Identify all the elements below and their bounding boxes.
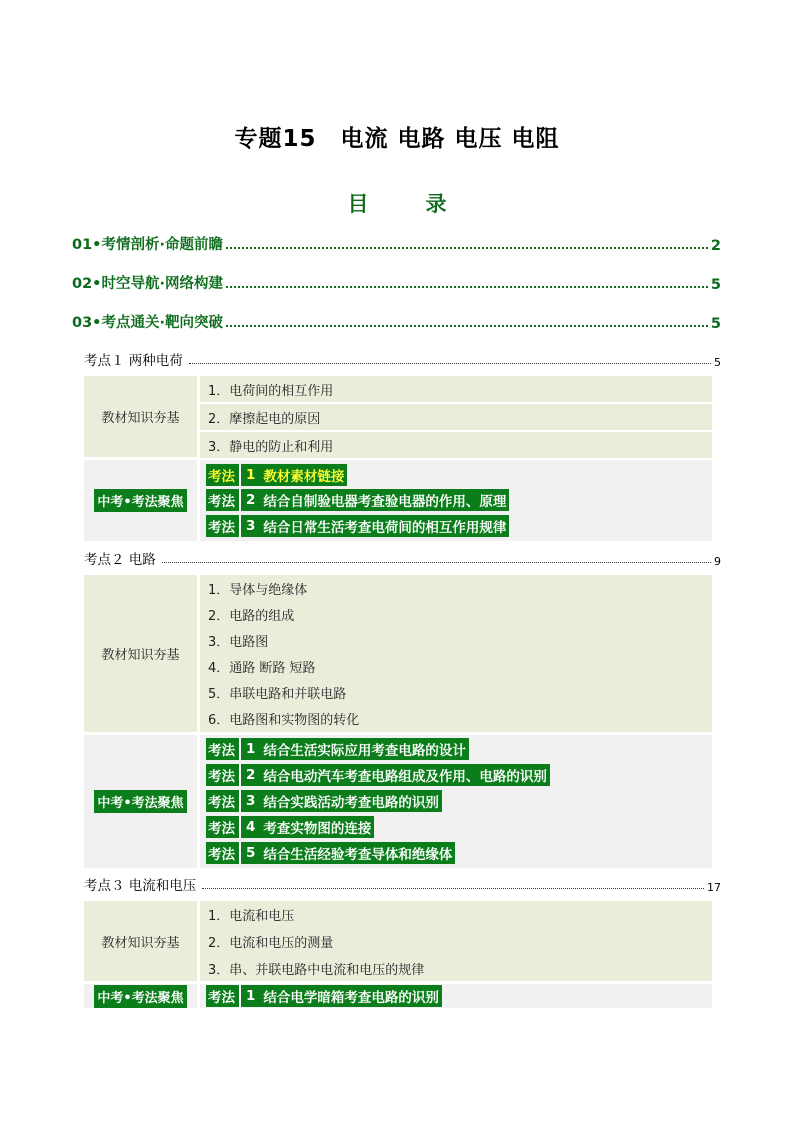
toc-section-page: 2 [710,238,721,254]
toc-section-label: 03•考点通关·靶向突破 [72,315,223,331]
method-text: 结合生活实际应用考查电路的设计 [263,743,466,759]
kaodian-2-table [84,575,712,868]
method-text: 结合实践活动考查电路的识别 [263,795,439,811]
method-tag: 考法 [206,489,241,511]
dot-leader [226,325,708,327]
toc-section-page: 5 [710,316,721,332]
method-item[interactable] [206,515,509,537]
textbook-item[interactable]: 1．电流和电压 [208,908,295,924]
method-item[interactable] [206,816,374,838]
method-number: 5 [246,845,256,861]
method-text: 结合电学暗箱考查电路的识别 [263,990,439,1006]
exam-label: 中考•考法聚焦 [94,790,186,813]
textbook-item[interactable]: 6．电路图和实物图的转化 [208,712,360,728]
method-item[interactable] [206,738,469,760]
method-tag: 考法 [206,464,241,486]
method-number: 1 [246,741,256,757]
exam-label: 中考•考法聚焦 [94,985,186,1008]
exam-label-cell [84,984,197,1008]
toc-heading: 目 录 [347,192,465,216]
toc-section-label: 01•考情剖析·命题前瞻 [72,237,223,253]
method-item[interactable] [206,464,347,486]
textbook-label: 教材知识夯基 [101,648,180,663]
toc-section-1[interactable] [72,232,721,254]
method-number: 1 [246,467,256,483]
method-text: 结合自制验电器考查验电器的作用、原理 [263,494,507,510]
textbook-label-cell [84,376,197,457]
textbook-label-cell [84,901,197,981]
method-text: 考查实物图的连接 [263,821,372,837]
kaodian-page: 9 [714,555,721,568]
textbook-item[interactable]: 5．串联电路和并联电路 [208,686,347,702]
kaodian-page: 5 [714,356,721,369]
dot-leader [226,247,708,249]
toc-section-2[interactable] [72,271,721,293]
textbook-item[interactable]: 2．摩擦起电的原因 [200,404,712,430]
method-tag: 考法 [206,764,241,786]
textbook-item[interactable]: 3．串、并联电路中电流和电压的规律 [208,962,425,978]
kaodian-label: 考点３ 电流和电压 [84,878,197,894]
method-number: 2 [246,767,256,783]
method-number: 1 [246,988,256,1004]
method-tag: 考法 [206,842,241,864]
exam-label-cell [84,735,197,868]
method-number: 3 [246,518,256,534]
kaodian-1-line[interactable] [84,349,721,369]
textbook-label-cell [84,575,197,732]
textbook-item[interactable]: 3．电路图 [208,634,269,650]
textbook-item[interactable]: 2．电路的组成 [208,608,295,624]
toc-section-3[interactable] [72,310,721,332]
method-tag: 考法 [206,738,241,760]
toc-section-label: 02•时空导航·网络构建 [72,276,223,292]
textbook-item[interactable]: 3．静电的防止和利用 [200,432,712,458]
dot-leader [226,286,708,288]
method-number: 4 [246,819,256,835]
exam-label: 中考•考法聚焦 [94,489,186,512]
method-text: 结合日常生活考查电荷间的相互作用规律 [263,520,507,536]
toc-section-page: 5 [710,277,721,293]
kaodian-2-line[interactable] [84,548,721,568]
method-number: 3 [246,793,256,809]
kaodian-page: 17 [707,881,721,894]
method-tag: 考法 [206,985,241,1007]
method-number: 2 [246,492,256,508]
method-tag: 考法 [206,515,241,537]
method-item[interactable] [206,489,509,511]
textbook-item[interactable]: 1．导体与绝缘体 [208,582,308,598]
dot-leader [202,888,704,889]
textbook-label: 教材知识夯基 [101,411,180,426]
dot-leader [189,363,711,364]
kaodian-3-line[interactable] [84,874,721,894]
textbook-item[interactable]: 2．电流和电压的测量 [208,935,334,951]
textbook-label: 教材知识夯基 [101,935,180,951]
textbook-item[interactable]: 4．通路 断路 短路 [208,660,316,676]
method-item[interactable] [206,764,550,786]
method-text: 结合电动汽车考查电路组成及作用、电路的识别 [263,769,547,785]
textbook-item[interactable]: 1．电荷间的相互作用 [200,376,712,402]
method-tag: 考法 [206,816,241,838]
method-text: 教材素材链接 [263,469,345,485]
method-item[interactable] [206,985,442,1007]
dot-leader [162,562,711,563]
kaodian-label: 考点１ 两种电荷 [84,353,183,369]
kaodian-3-table [84,901,712,1008]
method-tag: 考法 [206,790,241,812]
method-item[interactable] [206,790,442,812]
method-text: 结合生活经验考查导体和绝缘体 [263,847,453,863]
kaodian-label: 考点２ 电路 [84,552,156,568]
kaodian-1-table [84,376,712,541]
exam-label-cell [84,460,197,541]
document-title: 专题15 电流 电路 电压 电阻 [234,126,560,152]
method-item[interactable] [206,842,455,864]
